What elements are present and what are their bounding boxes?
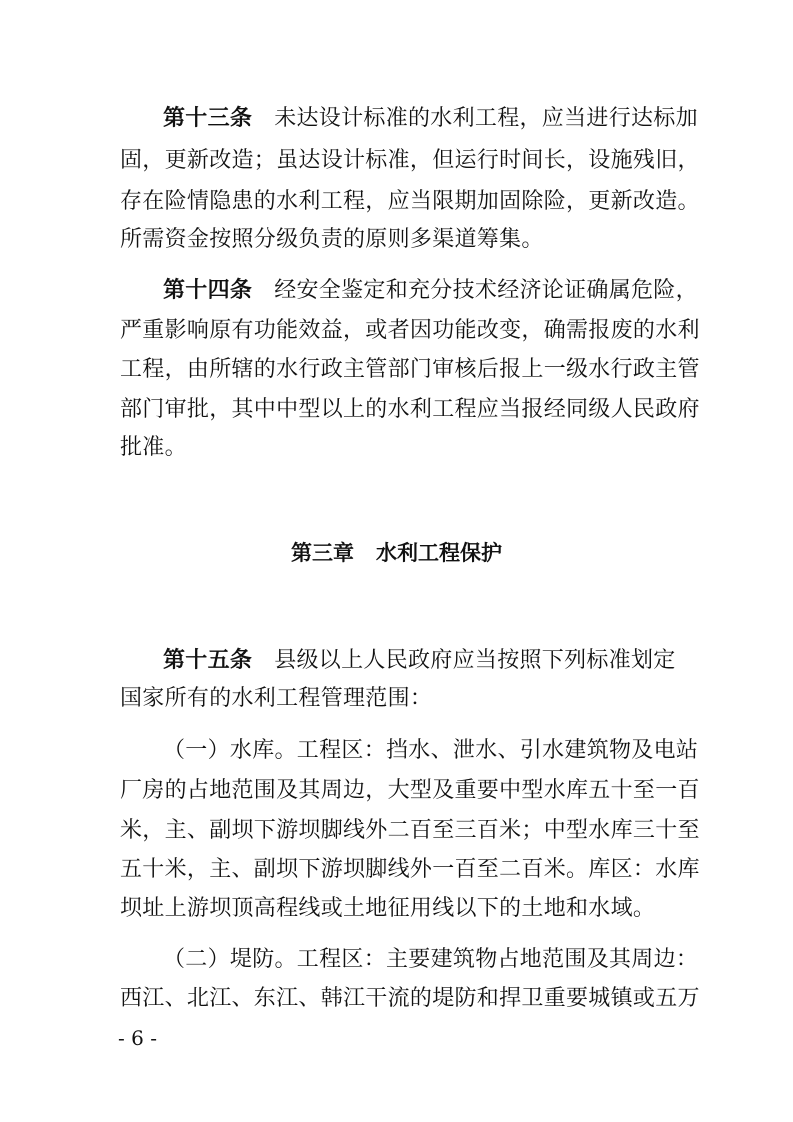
item-1-line-5: 坝址上游坝顶高程线或土地征用线以下的土地和水域。	[120, 896, 656, 921]
item-1-line-2: 厂房的占地范围及其周边，大型及重要中型水库五十至一百	[120, 778, 700, 803]
item-1-line-3: 米，主、副坝下游坝脚线外二百至三百米；中型水库三十至	[120, 818, 700, 843]
item-1-line-4: 五十米，主、副坝下游坝脚线外一百至二百米。库区：水库	[120, 857, 700, 882]
article-14-line-5: 批准。	[120, 435, 187, 460]
item-2-line-2: 西江、北江、东江、韩江干流的堤防和捍卫重要城镇或五万	[120, 986, 700, 1011]
article-14-line-1: 第十四条 经安全鉴定和充分技术经济论证确属危险，	[163, 278, 698, 303]
article-13-line-4: 所需资金按照分级负责的原则多渠道筹集。	[120, 227, 544, 252]
article-15-line-2: 国家所有的水利工程管理范围：	[120, 686, 433, 711]
chapter-number: 第三章	[291, 541, 354, 565]
article-13-label: 第十三条	[163, 106, 253, 131]
article-15-line-1: 第十五条 县级以上人民政府应当按照下列标准划定	[163, 648, 676, 673]
page-number: - 6 -	[118, 1026, 157, 1050]
article-14-line-4: 部门审批，其中中型以上的水利工程应当报经同级人民政府	[120, 397, 700, 422]
chapter-heading	[0, 538, 793, 568]
article-13-line-3: 存在险情隐患的水利工程，应当限期加固除险，更新改造。	[120, 189, 700, 214]
article-13-line-2: 固，更新改造；虽达设计标准，但运行时间长，设施残旧，	[120, 148, 700, 173]
article-15-label: 第十五条	[163, 648, 253, 673]
chapter-title: 水利工程保护	[376, 541, 502, 565]
article-14-line-2: 严重影响原有功能效益，或者因功能改变，确需报废的水利	[120, 318, 700, 343]
article-14-line-3: 工程，由所辖的水行政主管部门审核后报上一级水行政主管	[120, 357, 700, 382]
article-14-label: 第十四条	[163, 278, 253, 303]
article-13-line-1: 第十三条 未达设计标准的水利工程，应当进行达标加	[163, 106, 698, 131]
item-1-line-1: （一）水库。工程区：挡水、泄水、引水建筑物及电站	[163, 738, 699, 763]
item-2-line-1: （二）堤防。工程区：主要建筑物占地范围及其周边：	[163, 947, 699, 972]
